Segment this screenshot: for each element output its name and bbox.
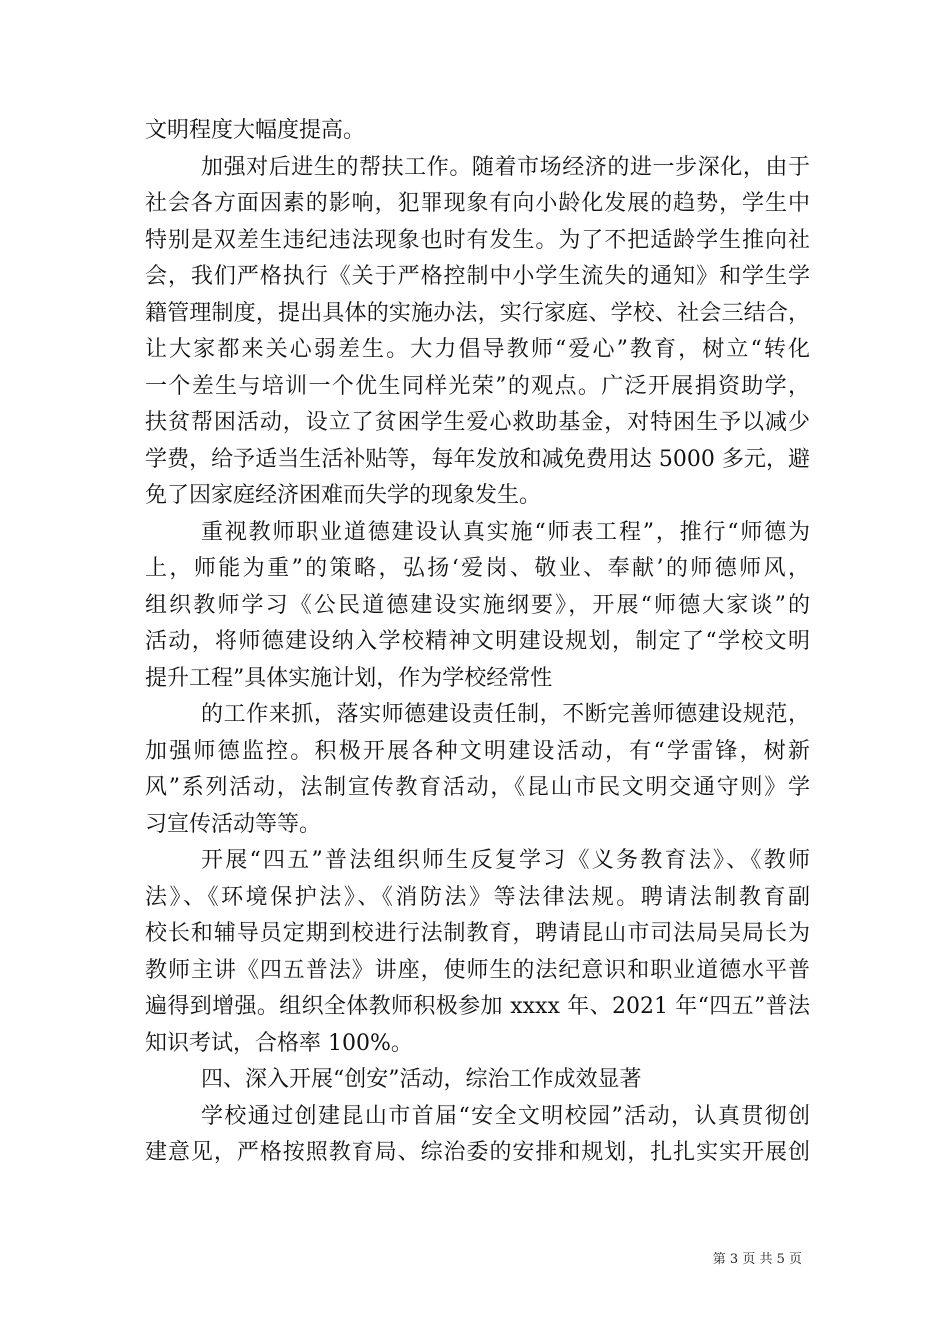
text-line: 一个差生与培训一个优生同样光荣”的观点。广泛开展捐资助学， (145, 373, 810, 399)
text-line: 社会各方面因素的影响，犯罪现象有向小龄化发展的趋势，学生中 (145, 191, 810, 216)
text-line: 校长和辅导员定期到校进行法制教育，聘请昆山市司法局吴局长为 (145, 921, 810, 946)
text-line: 让大家都来关心弱差生。大力倡导教师“爱心”教育，树立“转化 (145, 337, 810, 362)
text-line: 开展“四五”普法组织师生反复学习《义务教育法》、《教师 (201, 848, 810, 873)
text-line: 活动，将师德建设纳入学校精神文明建设规划，制定了“学校文明 (145, 629, 810, 654)
text-line: 组织教师学习《公民道德建设实施纲要》，开展“师德大家谈”的 (145, 592, 810, 618)
text-line: 的工作来抓，落实师德建设责任制，不断完善师德建设规范， (201, 702, 810, 727)
text-line: 特别是双差生违纪违法现象也时有发生。为了不把适龄学生推向社 (145, 227, 810, 253)
text-line: 风”系列活动，法制宣传教育活动，《昆山市民文明交通守则》学 (145, 775, 810, 800)
text-line: 会，我们严格执行《关于严格控制中小学生流失的通知》和学生学 (145, 264, 810, 289)
text-line: 加强师德监控。积极开展各种文明建设活动，有“学雷锋，树新 (145, 738, 810, 764)
text-line: 建意见，严格按照教育局、综治委的安排和规划，扎扎实实开展创 (145, 1140, 810, 1165)
text-line: 加强对后进生的帮扶工作。随着市场经济的进一步深化，由于 (201, 154, 810, 180)
text-line: 籍管理制度，提出具体的实施办法，实行家庭、学校、社会三结合， (145, 300, 810, 326)
text-line: 文明程度大幅度提高。 (145, 118, 366, 143)
text-line: 习宣传活动等等。 (145, 811, 322, 837)
text-line: 法》、《环境保护法》、《消防法》等法律法规。聘请法制教育副 (145, 884, 810, 910)
page-number: 第 3 页 共 5 页 (712, 1252, 802, 1267)
text-line: 遍得到增强。组织全体教师积极参加 xxxx 年、2021 年“四五”普法 (145, 994, 810, 1019)
text-line: 学费，给予适当生活补贴等，每年发放和减免费用达 5000 多元，避 (145, 446, 810, 472)
text-line: 知识考试，合格率 100%。 (145, 1030, 413, 1056)
text-line: 教师主讲《四五普法》讲座，使师生的法纪意识和职业道德水平普 (145, 957, 810, 983)
section-heading: 四、深入开展“创安”活动，综治工作成效显著 (201, 1067, 642, 1092)
text-line: 提升工程”具体实施计划，作为学校经常性 (145, 665, 553, 691)
text-line: 学校通过创建昆山市首届“安全文明校园”活动，认真贯彻创 (201, 1103, 810, 1129)
document-body (145, 113, 810, 1172)
text-line: 扶贫帮困活动，设立了贫困学生爱心救助基金，对特困生予以减少 (145, 410, 810, 435)
text-line: 免了因家庭经济困难而失学的现象发生。 (145, 483, 542, 508)
text-line: 重视教师职业道德建设认真实施“师表工程”，推行“师德为 (201, 519, 810, 545)
text-line: 上，师能为重”的策略，弘扬‘爱岗、敬业、奉献’的师德师风， (145, 556, 810, 581)
